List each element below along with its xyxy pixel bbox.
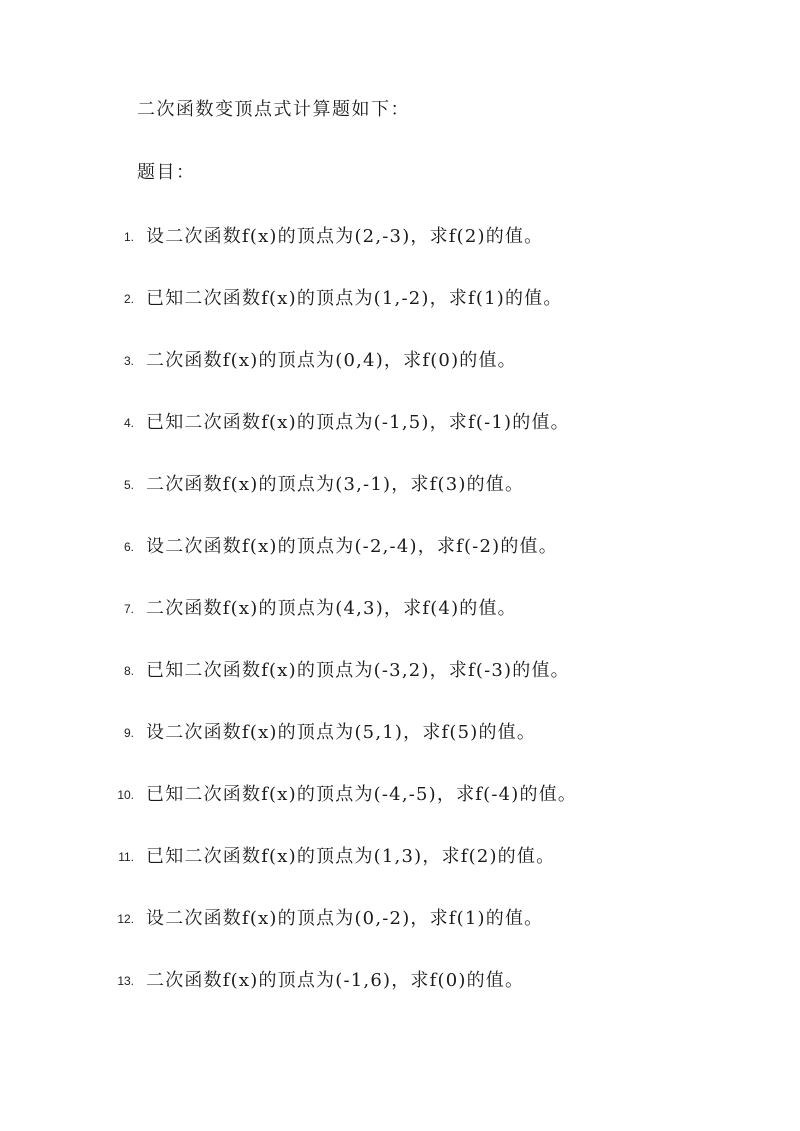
question-number: 9. bbox=[123, 726, 134, 740]
question-item bbox=[0, 470, 800, 532]
question-number: 5. bbox=[123, 478, 134, 492]
question-text: 已知二次函数f(x)的顶点为(-3,2)，求f(-3)的值。 bbox=[146, 660, 570, 681]
question-item bbox=[0, 222, 800, 284]
question-text: 设二次函数f(x)的顶点为(0,-2)，求f(1)的值。 bbox=[146, 908, 544, 929]
question-item bbox=[0, 532, 800, 594]
question-item bbox=[0, 842, 800, 904]
question-number: 10. bbox=[117, 788, 134, 802]
question-text: 设二次函数f(x)的顶点为(-2,-4)，求f(-2)的值。 bbox=[146, 536, 558, 557]
question-text: 设二次函数f(x)的顶点为(5,1)，求f(5)的值。 bbox=[146, 722, 537, 743]
question-number: 12. bbox=[117, 912, 134, 926]
question-number: 2. bbox=[123, 292, 134, 306]
question-number: 1. bbox=[123, 230, 134, 244]
question-text: 已知二次函数f(x)的顶点为(1,3)，求f(2)的值。 bbox=[146, 846, 556, 867]
question-text: 已知二次函数f(x)的顶点为(1,-2)，求f(1)的值。 bbox=[146, 288, 563, 309]
question-number: 8. bbox=[123, 664, 134, 678]
question-number: 3. bbox=[123, 354, 134, 368]
question-item bbox=[0, 346, 800, 408]
question-text: 二次函数f(x)的顶点为(4,3)，求f(4)的值。 bbox=[146, 598, 517, 619]
question-text: 已知二次函数f(x)的顶点为(-4,-5)，求f(-4)的值。 bbox=[146, 784, 578, 805]
question-item bbox=[0, 718, 800, 780]
question-item bbox=[0, 408, 800, 470]
question-number: 6. bbox=[123, 540, 134, 554]
question-item bbox=[0, 594, 800, 656]
question-item bbox=[0, 904, 800, 966]
question-text: 二次函数f(x)的顶点为(0,4)，求f(0)的值。 bbox=[146, 350, 517, 371]
question-item bbox=[0, 966, 800, 1028]
question-list bbox=[0, 222, 800, 1028]
question-number: 4. bbox=[123, 416, 134, 430]
question-text: 设二次函数f(x)的顶点为(2,-3)，求f(2)的值。 bbox=[146, 226, 544, 247]
question-text: 二次函数f(x)的顶点为(3,-1)，求f(3)的值。 bbox=[146, 474, 525, 495]
question-item bbox=[0, 656, 800, 718]
questions-heading: 题目： bbox=[137, 162, 196, 183]
question-number: 13. bbox=[117, 974, 134, 988]
question-text: 已知二次函数f(x)的顶点为(-1,5)，求f(-1)的值。 bbox=[146, 412, 570, 433]
question-text: 二次函数f(x)的顶点为(-1,6)，求f(0)的值。 bbox=[146, 970, 525, 991]
intro-text: 二次函数变顶点式计算题如下： bbox=[137, 99, 410, 120]
question-item bbox=[0, 284, 800, 346]
question-item bbox=[0, 780, 800, 842]
question-number: 11. bbox=[118, 850, 134, 864]
question-number: 7. bbox=[123, 602, 134, 616]
